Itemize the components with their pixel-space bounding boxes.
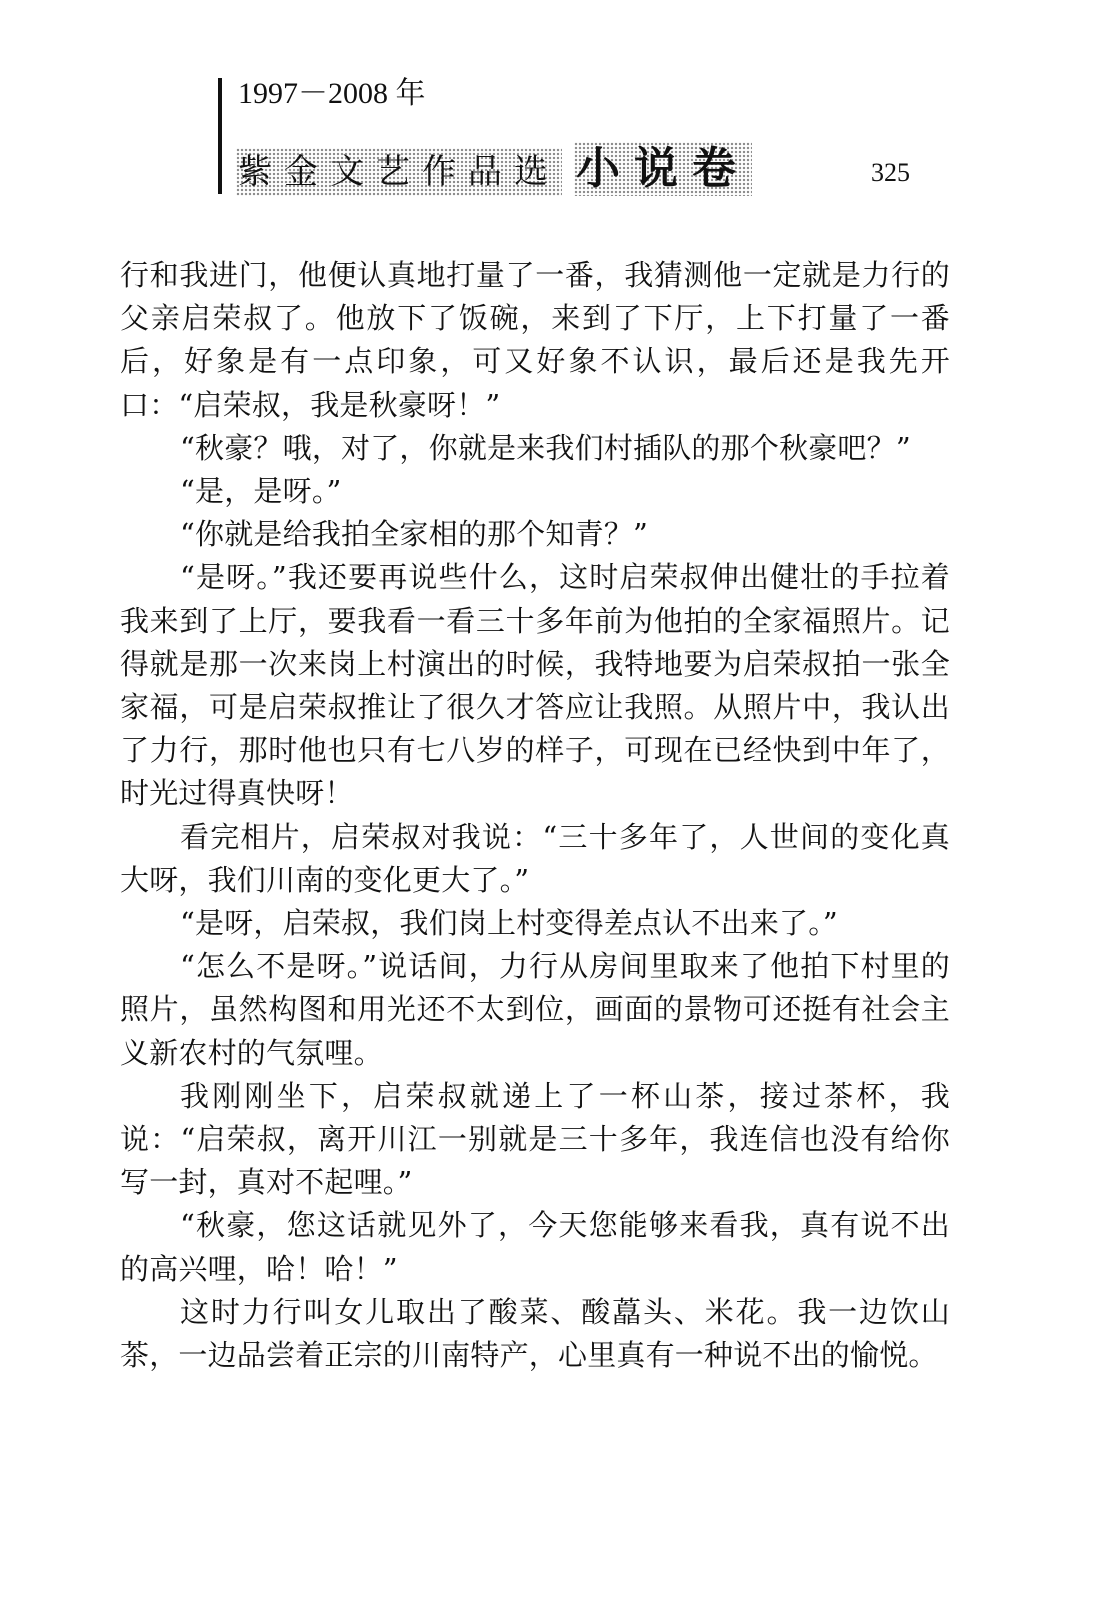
paragraph: “是呀，启荣叔，我们岗上村变得差点认不出来了。” (180, 906, 838, 941)
paragraph: “是呀。”我还要再说些什么，这时启荣叔伸出健壮的手拉着我来到了上厅，要我看一看三十多年前为他拍的全家福照片。记得就是那一次来岗上村演出的时候，我特地要为启荣叔拍一张全家福，可是启荣叔推让了很久才答应让我照。从照片中，我认出了力行，那时他也只有七八岁的样子，可现在已经快到中年了，时光过得真快呀！ (120, 560, 950, 811)
paragraph: “秋豪？哦，对了，你就是来我们村插队的那个秋豪吧？” (180, 430, 911, 465)
series-title: 紫金文艺作品选 (236, 148, 562, 196)
body-text (120, 254, 950, 1377)
paragraph: 看完相片，启荣叔对我说：“三十多年了，人世间的变化真大呀，我们川南的变化更大了。” (120, 819, 950, 897)
header-years: 1997－2008 年 (238, 77, 426, 110)
page-number: 325 (871, 158, 910, 187)
header-series (236, 140, 752, 196)
paragraph: 行和我进门，他便认真地打量了一番，我猜测他一定就是力行的父亲启荣叔了。他放下了饭碗，来到了下厅，上下打量了一番后，好象是有一点印象，可又好象不认识，最后还是我先开口：“启荣叔，我是秋豪呀！” (120, 258, 950, 422)
paragraph: “你就是给我拍全家相的那个知青？” (180, 517, 649, 552)
paragraph: 这时力行叫女儿取出了酸菜、酸藠头、米花。我一边饮山茶，一边品尝着正宗的川南特产，心里真有一种说不出的愉悦。 (120, 1294, 950, 1373)
volume-title: 小说卷 (576, 143, 750, 194)
paragraph: “秋豪，您这话就见外了，今天您能够来看我，真有说不出的高兴哩，哈！哈！” (120, 1208, 950, 1286)
header-rule (218, 78, 222, 194)
paragraph: “是，是呀。” (180, 474, 342, 509)
paragraph: “怎么不是呀。”说话间，力行从房间里取来了他拍下村里的照片，虽然构图和用光还不太到位，画面的景物可还挺有社会主义新农村的气氛哩。 (120, 949, 950, 1070)
paragraph: 我刚刚坐下，启荣叔就递上了一杯山茶，接过茶杯，我说：“启荣叔，离开川江一别就是三十多年，我连信也没有给你写一封，真对不起哩。” (120, 1078, 950, 1200)
